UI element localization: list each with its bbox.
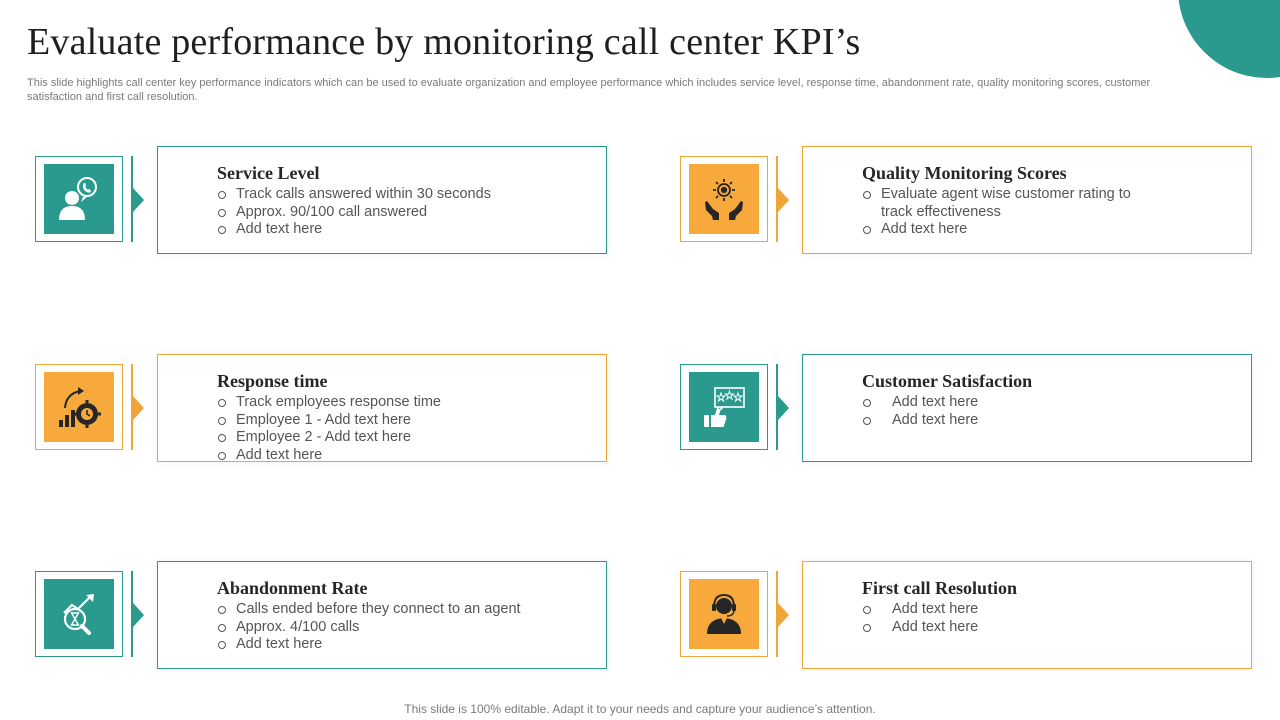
icon-frame <box>35 364 123 450</box>
kpi-quality-monitoring-scores <box>680 146 1280 258</box>
kpi-title: Customer Satisfaction <box>862 371 1033 391</box>
kpi-bullet-list <box>217 601 597 654</box>
bullet-text: Add text here <box>892 411 979 428</box>
bullet-circle-icon <box>218 417 226 425</box>
pointer-arrow <box>133 603 144 627</box>
kpi-customer-satisfaction <box>680 354 1280 466</box>
headset-agent-icon <box>701 591 747 637</box>
kpi-title: Response time <box>217 371 328 391</box>
bullet-circle-icon <box>218 606 226 614</box>
bullet-circle-icon <box>218 452 226 460</box>
bullet-text: Add text here <box>236 636 323 653</box>
kpi-service-level <box>35 146 635 258</box>
bullet-text: Add text here <box>892 601 979 617</box>
bullet-text: Evaluate agent wise customer rating to track effectiveness <box>881 186 1131 220</box>
bullet-text: Track calls answered within 30 seconds <box>236 186 491 202</box>
footer-note: This slide is 100% editable. Adapt it to your needs and capture your audience’s attention. <box>404 702 876 716</box>
list-item <box>862 412 1242 430</box>
kpi-title: Service Level <box>217 163 320 183</box>
bullet-circle-icon <box>863 399 871 407</box>
magnifier-hourglass-icon <box>56 591 102 637</box>
pointer-arrow <box>133 188 144 212</box>
pointer-arrow <box>778 603 789 627</box>
list-item <box>217 636 597 654</box>
thumbs-up-rating-icon <box>701 384 747 430</box>
icon-tile <box>44 164 114 234</box>
kpi-card <box>157 561 607 669</box>
bullet-text: Calls ended before they connect to an agent <box>236 601 521 617</box>
bullet-circle-icon <box>218 191 226 199</box>
response-gauge-icon <box>56 384 102 430</box>
kpi-title: First call Resolution <box>862 578 1017 598</box>
kpi-card <box>802 561 1252 669</box>
page-title: Evaluate performance by monitoring call center KPI’s <box>27 21 861 63</box>
icon-frame <box>680 571 768 657</box>
bullet-text: Add text here <box>892 618 979 635</box>
bullet-circle-icon <box>863 226 871 234</box>
kpi-bullet-list <box>862 186 1152 239</box>
icon-frame <box>35 156 123 242</box>
icon-tile <box>689 164 759 234</box>
kpi-response-time <box>35 354 635 466</box>
kpi-card <box>802 146 1252 254</box>
list-item <box>862 221 1152 239</box>
kpi-bullet-list <box>862 601 1242 636</box>
list-item <box>862 601 1242 619</box>
call-agent-icon <box>56 176 102 222</box>
kpi-title: Abandonment Rate <box>217 578 368 598</box>
bullet-circle-icon <box>218 399 226 407</box>
icon-tile <box>44 372 114 442</box>
corner-decoration-circle <box>1178 0 1280 78</box>
icon-tile <box>44 579 114 649</box>
list-item <box>862 619 1242 637</box>
bullet-text: Employee 1 - Add text here <box>236 411 411 428</box>
list-item <box>217 619 597 637</box>
list-item <box>217 429 597 447</box>
bullet-text: Add text here <box>892 394 979 410</box>
bullet-circle-icon <box>218 434 226 442</box>
kpi-card <box>802 354 1252 462</box>
list-item <box>217 447 597 465</box>
icon-tile <box>689 372 759 442</box>
bullet-circle-icon <box>218 641 226 649</box>
icon-tile <box>689 579 759 649</box>
kpi-first-call-resolution <box>680 561 1280 673</box>
bullet-text: Track employees response time <box>236 394 441 410</box>
list-item <box>217 412 597 430</box>
bullet-circle-icon <box>863 606 871 614</box>
bullet-text: Approx. 90/100 call answered <box>236 203 428 220</box>
pointer-arrow <box>133 396 144 420</box>
kpi-card <box>157 146 607 254</box>
bullet-text: Approx. 4/100 calls <box>236 618 360 635</box>
list-item <box>217 204 597 222</box>
pointer-arrow <box>778 188 789 212</box>
icon-frame <box>35 571 123 657</box>
bullet-text: Add text here <box>881 221 968 238</box>
pointer-arrow <box>778 396 789 420</box>
bullet-circle-icon <box>218 226 226 234</box>
list-item <box>862 394 1242 412</box>
hands-quality-icon <box>701 176 747 222</box>
list-item <box>217 601 597 619</box>
list-item <box>217 221 597 239</box>
bullet-circle-icon <box>863 417 871 425</box>
kpi-bullet-list <box>217 394 597 464</box>
page-description: This slide highlights call center key performance indicators which can be used to evaluate organization and employee performance which includes service level, response time, abandonment rate, quality monitoring scores, customer satisfaction and first call resolution. <box>27 77 1151 103</box>
kpi-card <box>157 354 607 462</box>
bullet-circle-icon <box>218 209 226 217</box>
kpi-bullet-list <box>217 186 597 239</box>
list-item <box>217 394 597 412</box>
list-item <box>862 186 1152 221</box>
bullet-text: Employee 2 - Add text here <box>236 429 411 446</box>
bullet-circle-icon <box>863 191 871 199</box>
kpi-abandonment-rate <box>35 561 635 673</box>
bullet-circle-icon <box>218 624 226 632</box>
bullet-text: Add text here <box>236 221 323 238</box>
kpi-bullet-list <box>862 394 1242 429</box>
icon-frame <box>680 156 768 242</box>
bullet-circle-icon <box>863 624 871 632</box>
bullet-text: Add text here <box>236 446 323 463</box>
icon-frame <box>680 364 768 450</box>
kpi-title: Quality Monitoring Scores <box>862 163 1067 183</box>
list-item <box>217 186 597 204</box>
